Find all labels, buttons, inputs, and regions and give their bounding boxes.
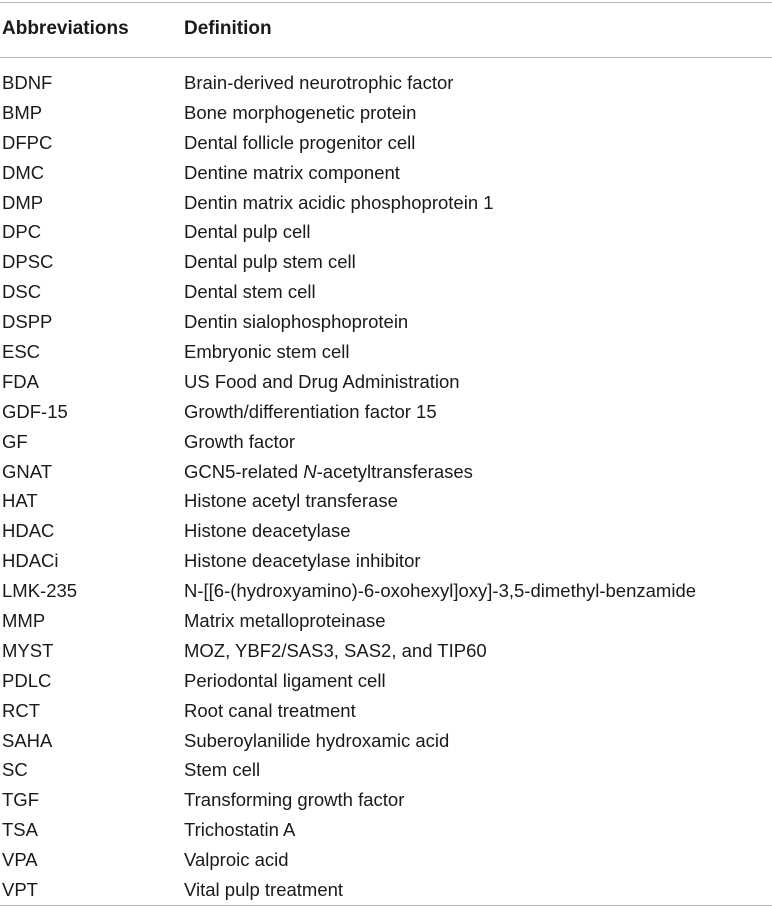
table-row (0, 666, 772, 696)
definition-cell: Suberoylanilide hydroxamic acid (184, 729, 450, 751)
definition-cell: Dental pulp cell (184, 221, 311, 243)
abbreviation-cell: DFPC (2, 131, 53, 153)
table-row (0, 845, 772, 875)
abbreviation-cell: GF (2, 430, 28, 452)
definition-cell: N-[[6-(hydroxyamino)-6-oxohexyl]oxy]-3,5-dimethyl-benzamide (184, 580, 697, 602)
header-definition: Definition (184, 18, 272, 39)
table-row (0, 128, 772, 158)
table-row (0, 247, 772, 277)
abbreviation-cell: VPT (2, 879, 38, 901)
table-row (0, 68, 772, 98)
definition-cell: Stem cell (184, 759, 261, 781)
abbreviation-cell: BMP (2, 101, 43, 123)
table-row (0, 606, 772, 636)
definition-cell: Growth factor (184, 430, 296, 452)
table-row (0, 815, 772, 845)
definition-cell: Histone acetyl transferase (184, 490, 398, 512)
definition-cell: Bone morphogenetic protein (184, 101, 417, 123)
abbreviation-cell: DMP (2, 191, 44, 213)
table-row (0, 785, 772, 815)
definition-text: -acetyltransferases (316, 460, 473, 482)
abbreviation-cell: TSA (2, 819, 38, 841)
abbreviation-cell: VPA (2, 849, 38, 871)
table-bottom-rule (0, 905, 772, 906)
definition-cell: Histone deacetylase (184, 520, 351, 542)
definition-cell (184, 457, 473, 487)
definition-cell: Dental stem cell (184, 281, 316, 303)
abbreviation-cell: HDAC (2, 520, 55, 542)
abbreviation-cell: BDNF (2, 72, 53, 93)
abbreviation-cell: GNAT (2, 460, 53, 482)
definition-cell: Dental pulp stem cell (184, 251, 356, 273)
definition-cell: Embryonic stem cell (184, 341, 350, 363)
abbreviation-cell: DSC (2, 281, 42, 303)
abbreviation-cell: DPSC (2, 251, 54, 273)
table-row (0, 397, 772, 427)
definition-cell: Vital pulp treatment (184, 879, 344, 901)
abbreviation-cell: DSPP (2, 311, 53, 333)
abbreviation-cell: PDLC (2, 669, 52, 691)
definition-cell: Matrix metalloproteinase (184, 610, 386, 632)
table-row (0, 755, 772, 785)
abbreviation-cell: HAT (2, 490, 38, 512)
table-row (0, 636, 772, 666)
table-row (0, 158, 772, 188)
table-row (0, 337, 772, 367)
definition-cell: Root canal treatment (184, 699, 356, 721)
table-row (0, 307, 772, 337)
abbreviation-cell: HDACi (2, 550, 59, 572)
abbreviation-cell: FDA (2, 370, 39, 392)
abbreviation-cell: DPC (2, 221, 42, 243)
table-header-rule (0, 57, 772, 58)
table-row (0, 546, 772, 576)
table-row (0, 516, 772, 546)
table-top-rule (0, 2, 772, 3)
definition-cell: Growth/differentiation factor 15 (184, 400, 437, 422)
definition-cell: Periodontal ligament cell (184, 669, 386, 691)
definition-cell: Brain-derived neurotrophic factor (184, 72, 454, 93)
table-row (0, 98, 772, 128)
abbreviation-cell: ESC (2, 341, 41, 363)
table-row (0, 576, 772, 606)
abbreviation-cell: SC (2, 759, 28, 781)
table-body (0, 68, 772, 905)
definition-cell: Trichostatin A (184, 819, 296, 841)
definition-cell: Dentin matrix acidic phosphoprotein 1 (184, 191, 494, 213)
abbreviation-cell: MYST (2, 639, 54, 661)
definition-cell: Valproic acid (184, 849, 289, 871)
table-header-row (0, 13, 772, 45)
definition-cell: Histone deacetylase inhibitor (184, 550, 421, 572)
abbreviation-cell: MMP (2, 610, 46, 632)
table-row (0, 726, 772, 756)
definition-text: GCN5-related (184, 460, 304, 482)
table-row (0, 427, 772, 457)
table-row (0, 217, 772, 247)
table-row (0, 188, 772, 218)
abbreviation-cell: RCT (2, 699, 41, 721)
table-row (0, 696, 772, 726)
table-row (0, 277, 772, 307)
definition-cell: Dentine matrix component (184, 161, 400, 183)
abbreviation-cell: SAHA (2, 729, 53, 751)
definition-cell: Dentin sialophosphoprotein (184, 311, 409, 333)
table-row (0, 875, 772, 905)
abbreviation-cell: GDF-15 (2, 400, 68, 422)
definition-italic-text: N (303, 460, 317, 482)
table-row (0, 367, 772, 397)
header-abbreviations: Abbreviations (2, 18, 129, 39)
abbreviation-cell: TGF (2, 789, 39, 811)
definition-cell: US Food and Drug Administration (184, 370, 460, 392)
definition-cell: Dental follicle progenitor cell (184, 131, 416, 153)
abbreviation-cell: LMK-235 (2, 580, 78, 602)
table-row (0, 457, 772, 487)
definition-cell: MOZ, YBF2/SAS3, SAS2, and TIP60 (184, 639, 487, 661)
abbreviation-cell: DMC (2, 161, 45, 183)
definition-cell: Transforming growth factor (184, 789, 405, 811)
table-row (0, 486, 772, 516)
